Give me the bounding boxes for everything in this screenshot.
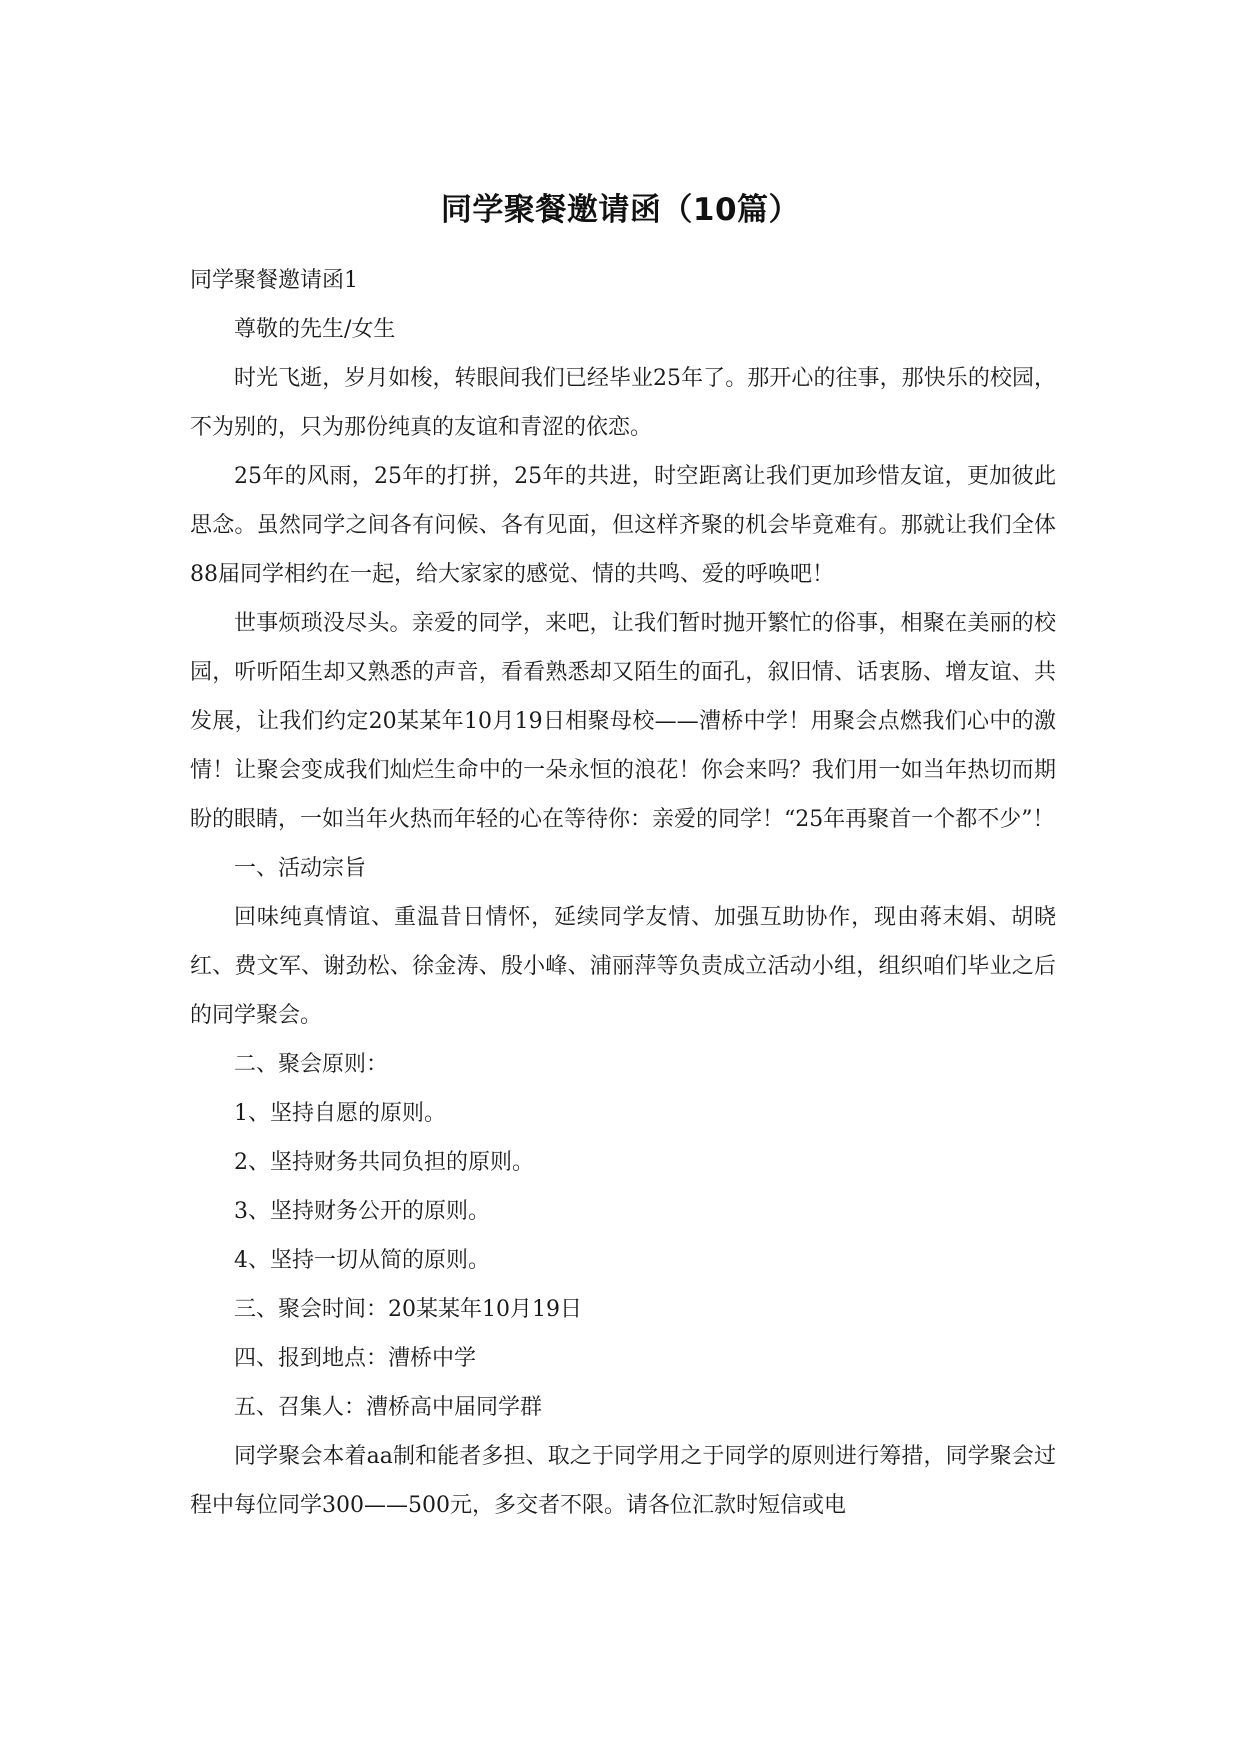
paragraph: 同学聚会本着aa制和能者多担、取之于同学用之于同学的原则进行筹措，同学聚会过程中每位同学300——500元，多交者不限。请各位汇款时短信或电 [190,1444,1056,1518]
subheading-purpose: 一、活动宗旨 [234,856,367,881]
paragraph: 时光飞逝，岁月如梭，转眼间我们已经毕业25年了。那开心的往事，那快乐的校园，不为别的，只为那份纯真的友谊和青涩的依恋。 [190,366,1056,440]
list-item: 3、坚持财务公开的原则。 [234,1199,490,1224]
list-item: 2、坚持财务共同负担的原则。 [234,1150,534,1175]
paragraph: 世事烦琐没尽头。亲爱的同学，来吧，让我们暂时抛开繁忙的俗事，相聚在美丽的校园，听听陌生却又熟悉的声音，看看熟悉却又陌生的面孔，叙旧情、话衷肠、增友谊、共发展，让我们约定20某某年10月19日相聚母校——漕桥中学！用聚会点燃我们心中的激情！让聚会变成我们灿烂生命中的一朵永恒的浪花！你会来吗？我们用一如当年热切而期盼的眼睛，一如当年火热而年轻的心在等待你：亲爱的同学！“25年再聚首一个都不少”！ [190,611,1056,832]
subheading-principles: 二、聚会原则： [234,1052,389,1077]
section-heading: 同学聚餐邀请函1 [190,268,358,293]
document-title: 同学聚餐邀请函（10篇） [440,192,801,228]
organizer: 五、召集人：漕桥高中届同学群 [234,1395,543,1420]
list-item: 1、坚持自愿的原则。 [234,1101,446,1126]
paragraph: 回味纯真情谊、重温昔日情怀，延续同学友情、加强互助协作，现由蒋末娟、胡晓红、费文军、谢劲松、徐金涛、殷小峰、浦丽萍等负责成立活动小组，组织咱们毕业之后的同学聚会。 [190,905,1056,1028]
salutation: 尊敬的先生/女生 [234,317,396,342]
meeting-time: 三、聚会时间：20某某年10月19日 [234,1297,582,1322]
meeting-location: 四、报到地点：漕桥中学 [234,1346,477,1371]
paragraph: 25年的风雨，25年的打拼，25年的共进，时空距离让我们更加珍惜友谊，更加彼此思念。虽然同学之间各有问候、各有见面，但这样齐聚的机会毕竟难有。那就让我们全体88届同学相约在一起，给大家家的感觉、情的共鸣、爱的呼唤吧！ [190,464,1056,587]
document-body [190,256,1056,1530]
list-item: 4、坚持一切从简的原则。 [234,1248,490,1273]
